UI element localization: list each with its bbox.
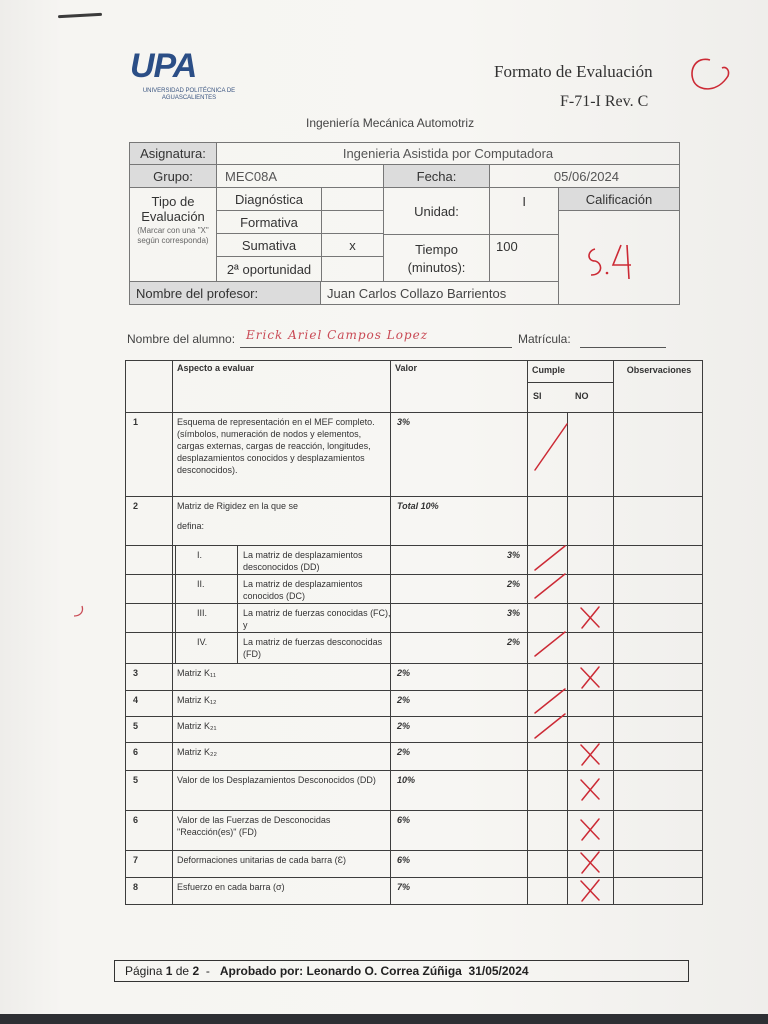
mark-cumple-no — [581, 819, 599, 840]
upa-logo — [130, 48, 248, 102]
footer-page-number: 1 — [165, 964, 173, 978]
alumno-label: Nombre del alumno: — [127, 332, 236, 346]
grupo-label: Grupo: — [129, 164, 217, 188]
tiempo-label — [383, 234, 490, 282]
tipo-option-formativa: Formativa — [216, 210, 322, 234]
red-c-mark — [682, 52, 734, 96]
profesor-value: Juan Carlos Collazo Barrientos — [320, 281, 559, 305]
grading-marks — [125, 360, 703, 905]
logo-subtitle: UNIVERSIDAD POLITÉCNICA DE AGUASCALIENTES — [142, 88, 236, 101]
mark-cumple-si — [535, 632, 565, 656]
matricula-label: Matrícula: — [518, 332, 571, 346]
row-text: Esfuerzo en cada barra (σ) — [177, 882, 285, 892]
tipo-label-line2: Evaluación — [141, 209, 205, 224]
alumno-underline — [240, 347, 512, 348]
page-footer — [114, 960, 689, 982]
row-text: Matriz de Rigidez en la que se — [177, 501, 299, 511]
mark-cumple-si — [535, 714, 565, 738]
footer-dash: - — [205, 964, 210, 978]
calificacion-label: Calificación — [558, 187, 680, 211]
row-number: 8 — [133, 882, 139, 892]
mark-cumple-si — [535, 424, 567, 470]
fecha-label: Fecha: — [383, 164, 490, 188]
margin-pen-mark — [72, 602, 88, 622]
row-number: 6 — [133, 747, 139, 757]
calificacion-handwritten — [581, 239, 641, 283]
matricula-underline — [580, 347, 666, 348]
row-number: 5 — [133, 775, 139, 785]
scanner-edge — [0, 1014, 768, 1024]
tiempo-label-line2: (minutos): — [407, 260, 466, 275]
row-text: Matriz K₁₂ — [177, 695, 217, 705]
row-sub-value: 3% — [506, 608, 520, 618]
row-sub-text: La matriz de desplazamientos conocidos (DC) — [243, 579, 363, 601]
mark-cumple-no — [581, 852, 599, 873]
header-cumple: Cumple — [532, 365, 566, 375]
footer-date: 31/05/2024 — [468, 964, 529, 978]
tiempo-value: 100 — [489, 234, 559, 282]
unidad-label: Unidad: — [383, 187, 490, 235]
row-value: 6% — [397, 815, 411, 825]
row-number: 6 — [133, 815, 139, 825]
tipo-option-segunda: 2ª oportunidad — [216, 256, 322, 282]
row-value: 3% — [397, 417, 411, 427]
grupo-value: MEC08A — [216, 164, 384, 188]
tipo-check-sumativa: x — [321, 233, 384, 257]
row-text: Matriz K₂₂ — [177, 747, 217, 757]
document-code: F-71-I Rev. C — [560, 93, 649, 110]
document-title: Formato de Evaluación — [494, 62, 653, 81]
row-value: 6% — [397, 855, 411, 865]
row-text: Matriz K₁₁ — [177, 668, 217, 678]
tipo-evaluacion-label — [129, 187, 217, 282]
logo-wordmark: UPA — [130, 47, 197, 85]
footer-page-prefix: Página — [125, 964, 163, 978]
mark-cumple-si — [535, 546, 565, 570]
row-text-continued: defina: — [177, 521, 205, 531]
course-info-table — [129, 142, 680, 305]
footer-page-total: 2 — [192, 964, 200, 978]
tipo-option-diagnostica: Diagnóstica — [216, 187, 322, 211]
row-number: 2 — [133, 501, 139, 511]
row-sub-number: II. — [197, 579, 205, 589]
mark-cumple-no — [581, 880, 599, 901]
row-sub-value: 2% — [506, 579, 520, 589]
row-number: 3 — [133, 668, 139, 678]
tipo-label-line1: Tipo de — [151, 194, 195, 209]
row-text: Deformaciones unitarias de cada barra (Ɛ) — [177, 855, 347, 865]
mark-cumple-no — [581, 779, 599, 800]
row-sub-text: La matriz de fuerzas conocidas (FC), y — [243, 608, 391, 630]
row-text: Valor de los Desplazamientos Desconocidos (DD) — [177, 775, 376, 785]
row-number: 1 — [133, 417, 139, 427]
row-value: 2% — [397, 695, 411, 705]
row-number: 5 — [133, 721, 139, 731]
header-no: NO — [575, 391, 589, 401]
row-sub-value: 3% — [506, 550, 520, 560]
row-sub-text: La matriz de desplazamientos desconocidos (DD) — [243, 550, 363, 572]
row-value: Total 10% — [397, 501, 439, 511]
row-text: Esquema de representación en el MEF completo. (símbolos, numeración de nodos y elementos, cargas externas, cargas de reacción, longitudes, desplazamientos conocidos y desplazamientos desconocidos). — [177, 417, 375, 475]
row-number: 7 — [133, 855, 139, 865]
mark-cumple-no — [581, 667, 599, 688]
row-text: Matriz K₂₁ — [177, 721, 217, 731]
row-value: 2% — [397, 721, 411, 731]
row-value: 10% — [397, 775, 416, 785]
header-observaciones: Observaciones — [626, 365, 692, 375]
profesor-label: Nombre del profesor: — [129, 281, 321, 305]
tipo-check-formativa — [321, 210, 384, 234]
row-value: 2% — [397, 747, 411, 757]
mark-cumple-no — [581, 607, 599, 628]
header-valor: Valor — [395, 363, 418, 373]
row-sub-text: La matriz de fuerzas desconocidas (FD) — [243, 637, 383, 659]
program-name: Ingeniería Mecánica Automotriz — [306, 116, 475, 130]
tipo-check-diagnostica — [321, 187, 384, 211]
asignatura-value: Ingenieria Asistida por Computadora — [216, 142, 680, 165]
tipo-check-segunda — [321, 256, 384, 282]
tiempo-label-line1: Tiempo — [415, 242, 458, 257]
row-sub-number: I. — [197, 550, 203, 560]
footer-approved: Aprobado por: Leonardo O. Correa Zúñiga — [219, 964, 462, 978]
row-number: 4 — [133, 695, 139, 705]
row-text: Valor de las Fuerzas de Desconocidas "Reacción(es)" (FD) — [177, 815, 331, 837]
alumno-name-handwritten: Erick Ariel Campos Lopez — [246, 328, 429, 342]
calificacion-box — [558, 210, 680, 305]
row-sub-number: IV. — [197, 637, 208, 647]
rubric-table — [125, 360, 703, 905]
mark-cumple-si — [535, 574, 565, 598]
tipo-option-sumativa: Sumativa — [216, 233, 322, 257]
mark-cumple-no — [581, 744, 599, 765]
header-aspecto: Aspecto a evaluar — [177, 363, 255, 373]
row-sub-number: III. — [197, 608, 208, 618]
row-value: 2% — [397, 668, 411, 678]
asignatura-label: Asignatura: — [129, 142, 217, 165]
fecha-value: 05/06/2024 — [489, 164, 680, 188]
row-sub-value: 2% — [506, 637, 520, 647]
footer-page-of: de — [175, 964, 190, 978]
header-si: SI — [533, 391, 542, 401]
row-value: 7% — [397, 882, 411, 892]
mark-cumple-si — [535, 689, 565, 713]
unidad-value: I — [489, 187, 559, 235]
tipo-hint: (Marcar con una "X" según corresponda) — [137, 226, 209, 245]
